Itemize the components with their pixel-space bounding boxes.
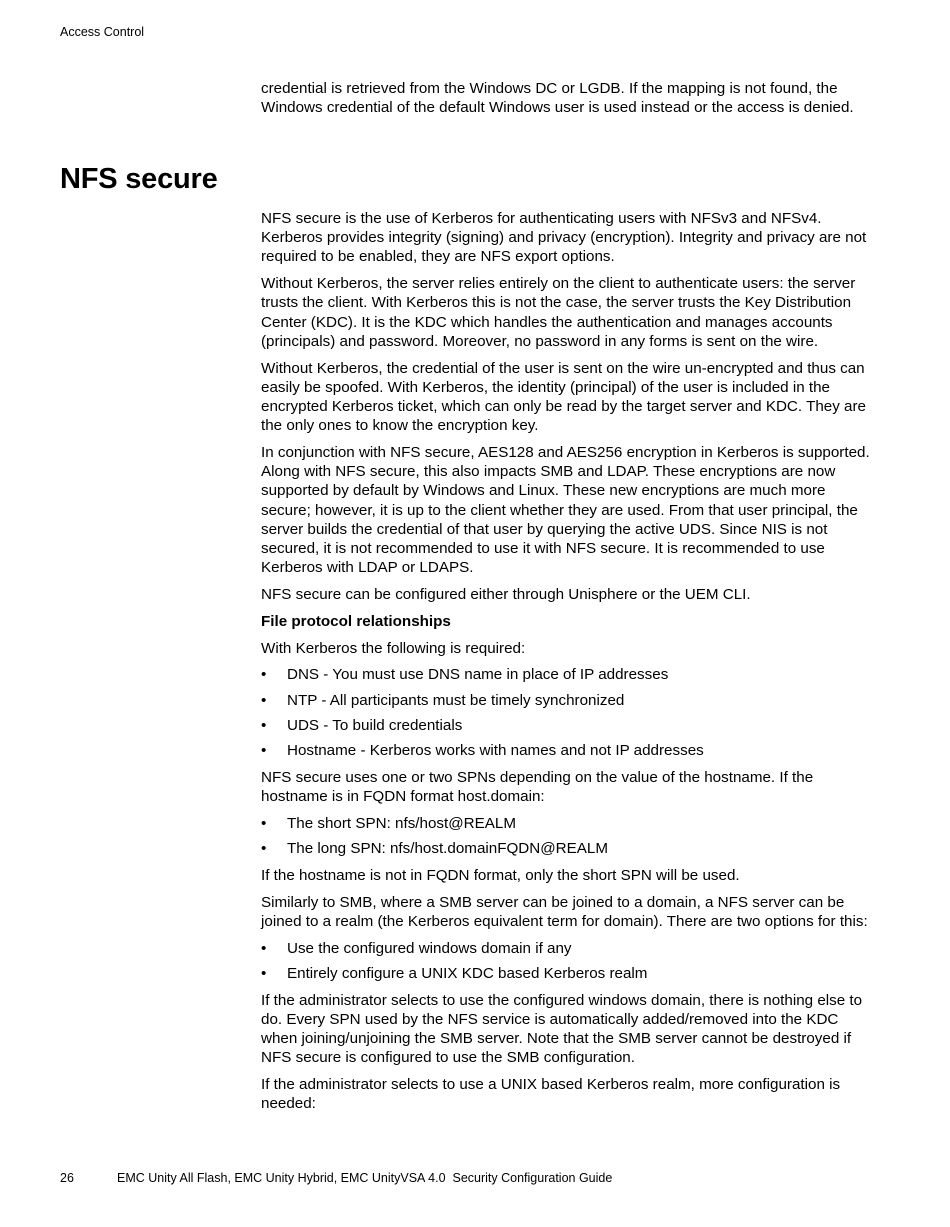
footer-doc-title: EMC Unity All Flash, EMC Unity Hybrid, EMC UnityVSA 4.0 Security Configuration Guide — [117, 1171, 613, 1185]
list-item: • UDS - To build credentials — [261, 716, 873, 735]
subheading-lead: With Kerberos the following is required: — [261, 639, 526, 657]
list-item: • Hostname - Kerberos works with names and not IP addresses — [261, 741, 873, 760]
section-body — [261, 209, 873, 1121]
list-item: • The long SPN: nfs/host.domainFQDN@REALM — [261, 839, 873, 858]
paragraph: Without Kerberos, the server relies entirely on the client to authenticate users: the server trusts the client. With Kerberos this is not the case, the server trusts the Key Distribution Center (KDC). It is the KDC which handles the authentication and manages accounts (principals) and password. Moreover, no password in any forms is sent on the wire. — [261, 275, 856, 350]
paragraph: If the administrator selects to use a UNIX based Kerberos realm, more configuration is needed: — [261, 1076, 841, 1113]
page-number: 26 — [60, 1171, 74, 1185]
spn-list — [261, 814, 873, 858]
paragraph: NFS secure uses one or two SPNs depending on the value of the hostname. If the hostname is in FQDN format host.domain: — [261, 768, 814, 806]
list-item: • Use the configured windows domain if any — [261, 939, 873, 958]
list-item: • DNS - You must use DNS name in place of IP addresses — [261, 665, 873, 684]
paragraph: Similarly to SMB, where a SMB server can be joined to a domain, a NFS server can be joined to a realm (the Kerberos equivalent term for domain). There are two options for this: — [261, 893, 868, 930]
list-item: • The short SPN: nfs/host@REALM — [261, 814, 873, 833]
paragraph: Without Kerberos, the credential of the user is sent on the wire un-encrypted and thus can easily be spoofed. With Kerberos, the identity (principal) of the user is included in the encrypted Kerberos ticket, which can only be read by the target server and KDC. They are the only ones to know the encryption key. — [261, 359, 867, 435]
running-header: Access Control — [60, 25, 145, 39]
section-title: NFS secure — [60, 163, 218, 195]
paragraph: In conjunction with NFS secure, AES128 and AES256 encryption in Kerberos is supported. Along with NFS secure, this also impacts SMB and LDAP. These encryptions are now supported by default by Windows and Linux. These new encryptions are much more secure; however, it is up to the client whether they are used. From that user principal, the server builds the credential of that user by querying the active UDS. Since NIS is not secured, it is not recommended to use it with NFS secure. It is recommended to use Kerberos with LDAP or LDAPS. — [261, 444, 870, 577]
realm-options-list — [261, 939, 873, 983]
list-item: • Entirely configure a UNIX KDC based Kerberos realm — [261, 964, 873, 983]
page-footer — [60, 1171, 612, 1185]
paragraph: If the administrator selects to use the configured windows domain, there is nothing else to do. Every SPN used by the NFS service is automatically added/removed into the KDC when joining/unjoining the SMB server. Note that the SMB server cannot be destroyed if NFS secure is configured to use the SMB configuration. — [261, 991, 863, 1067]
paragraph: NFS secure is the use of Kerberos for authenticating users with NFSv3 and NFSv4. Kerberos provides integrity (signing) and privacy (encryption). Integrity and privacy are not required to be enabled, they are NFS export options. — [261, 210, 867, 266]
requirements-list — [261, 665, 873, 760]
paragraph: NFS secure can be configured either through Unisphere or the UEM CLI. — [261, 586, 751, 604]
intro-paragraph: credential is retrieved from the Windows DC or LGDB. If the mapping is not found, the Windows credential of the default Windows user is used instead or the access is denied. — [261, 80, 854, 117]
subheading: File protocol relationships — [261, 612, 451, 630]
list-item: • NTP - All participants must be timely synchronized — [261, 691, 873, 710]
paragraph: If the hostname is not in FQDN format, only the short SPN will be used. — [261, 866, 740, 884]
intro-text-block — [261, 79, 873, 125]
